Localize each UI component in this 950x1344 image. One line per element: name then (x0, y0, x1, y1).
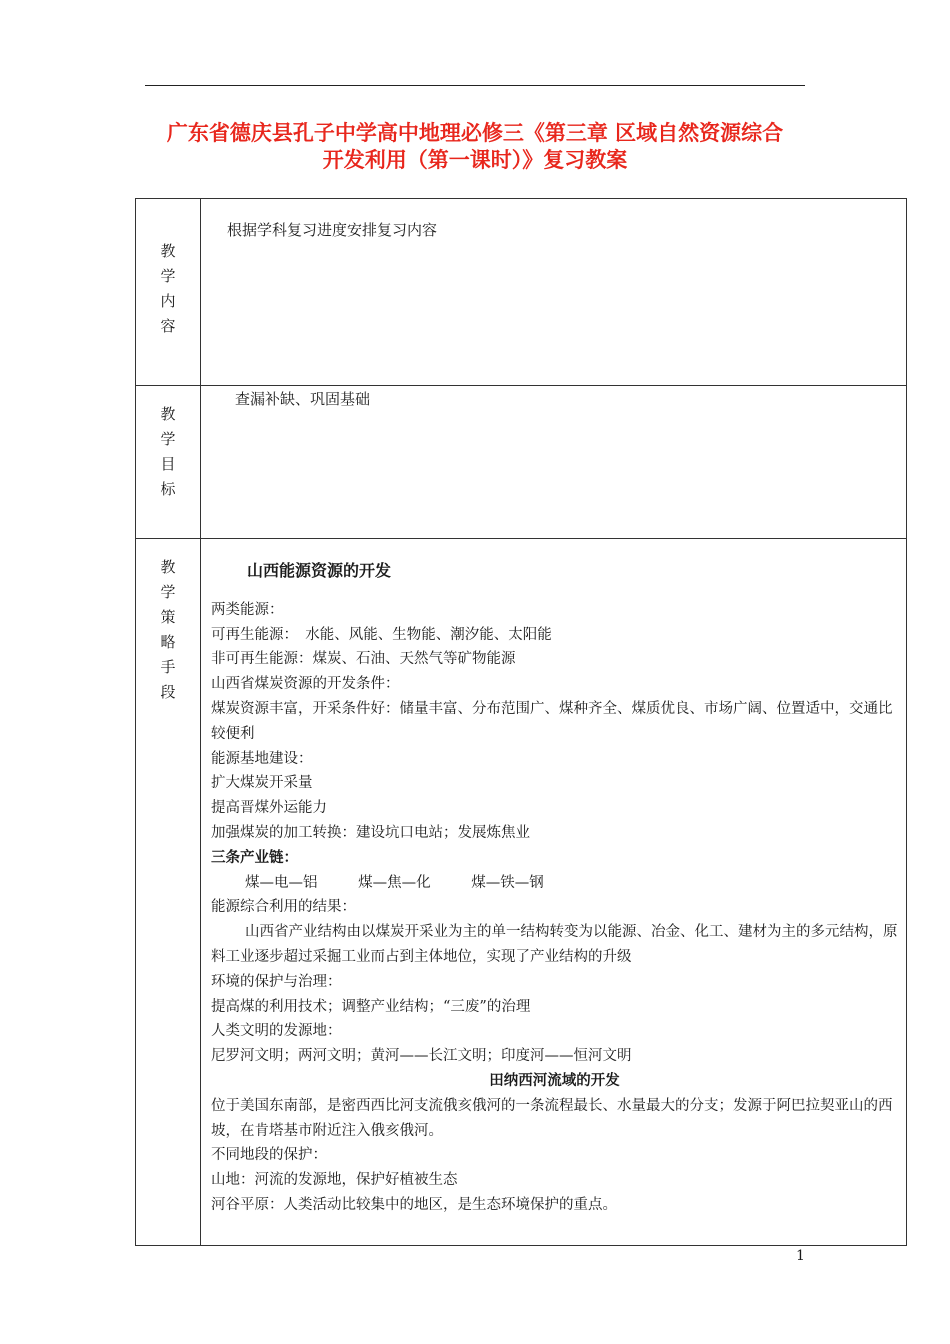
chain-heading: 三条产业链： (211, 848, 298, 866)
text-line: 能源基地建设： (211, 750, 313, 767)
text-line: 加强煤炭的加工转换：建设坑口电站；发展炼焦业 (211, 824, 530, 841)
text-line: 两类能源： (211, 601, 284, 618)
text-line: 非可再生能源：煤炭、石油、天然气等矿物能源 (211, 651, 516, 668)
text-line: 山地：河流的发源地，保护好植被生态 (211, 1172, 458, 1189)
paragraph-structure: 山西省产业结构由以煤炭开采业为主的单一结构转变为以能源、冶金、化工、建材为主的多元结构，原料工业逐步超过采掘工业而占到主体地位，实现了产业结构的升级 (211, 924, 898, 965)
text-line: 扩大煤炭开采量 (211, 775, 313, 792)
chain-item: 煤—铁—钢 (471, 874, 544, 891)
text-line: 山西省煤炭资源的开发条件： (211, 676, 400, 693)
text-line: 环境的保护与治理： (211, 973, 342, 990)
text-line: 可再生能源： 水能、风能、生物能、潮汐能、太阳能 (211, 626, 552, 643)
section-heading-tennessee: 田纳西河流域的开发 (489, 1071, 620, 1089)
chain-item: 煤—电—铝 (245, 874, 318, 891)
row-teaching-goal (136, 386, 907, 539)
label-teaching-strategy: 教 学 策 略 手 段 (136, 539, 201, 1246)
text-line: 提高晋煤外运能力 (211, 800, 327, 817)
cell-teaching-goal: 查漏补缺、巩固基础 (201, 386, 907, 539)
text-line: 尼罗河文明；两河文明；黄河——长江文明；印度河——恒河文明 (211, 1048, 632, 1065)
industry-chains (211, 871, 898, 896)
row-teaching-strategy (136, 539, 907, 1246)
text-line: 能源综合利用的结果： (211, 899, 356, 916)
header-rule (145, 85, 805, 86)
title-line-1: 广东省德庆县孔子中学高中地理必修三《第三章 区域自然资源综合 (166, 121, 784, 145)
section-heading-shanxi: 山西能源资源的开发 (247, 561, 392, 580)
text-line: 位于美国东南部，是密西西比河支流俄亥俄河的一条流程最长、水量最大的分支；发源于阿巴拉契亚山的西坡，在肯塔基市附近注入俄亥俄河。 (211, 1097, 893, 1139)
lesson-plan-table (135, 198, 907, 1246)
label-teaching-content: 教 学 内 容 (136, 199, 201, 386)
document-title (60, 120, 890, 174)
text-line: 人类文明的发源地： (211, 1023, 342, 1040)
text-line: 提高煤的利用技术；调整产业结构；“三废”的治理 (211, 998, 531, 1015)
page-number: 1 (796, 1248, 805, 1264)
text-line: 煤炭资源丰富，开采条件好：储量丰富、分布范围广、煤种齐全、煤质优良、市场广阔、位置适中，交通比较便利 (211, 700, 893, 742)
cell-teaching-content: 根据学科复习进度安排复习内容 (201, 199, 907, 386)
cell-teaching-strategy (201, 539, 907, 1246)
row-teaching-content (136, 199, 907, 386)
text-line: 河谷平原：人类活动比较集中的地区，是生态环境保护的重点。 (211, 1196, 617, 1213)
title-line-2: 开发利用（第一课时）》复习教案 (322, 148, 628, 172)
chain-item: 煤—焦—化 (358, 874, 431, 891)
label-teaching-goal: 教 学 目 标 (136, 386, 201, 539)
text-line: 不同地段的保护： (211, 1147, 327, 1164)
